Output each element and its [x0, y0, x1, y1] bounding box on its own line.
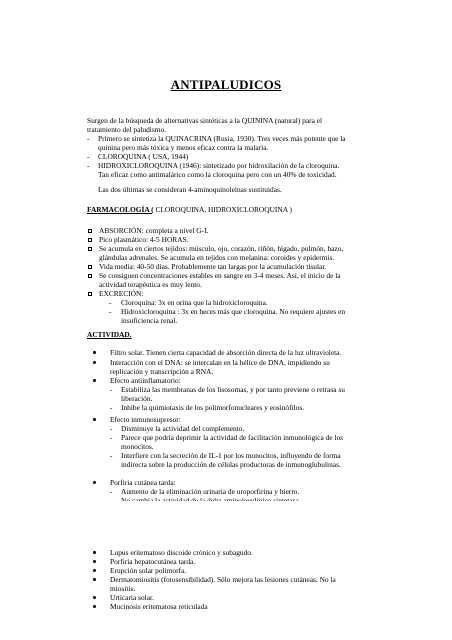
list-item: Porfiria cutánea tarda: — [110, 478, 176, 487]
checkbox-bullet-icon — [88, 274, 92, 278]
list-item: Porfiria hepatocutánea tarda. — [110, 557, 196, 566]
sub-item: Interfiere con la secreción de IL-1 por los monocitos, influyendo de forma — [121, 451, 341, 460]
dash-bullet: - — [110, 424, 113, 433]
section-heading-farmacologia: FARMACOLOGÍA ( CLOROQUINA, HIDROXICLOROQUINA ) — [87, 205, 292, 214]
checkbox-bullet-icon — [88, 229, 92, 233]
dash-bullet: - — [110, 433, 113, 442]
list-item: Pico plasmático: 4-5 HORAS. — [99, 235, 189, 244]
dash-bullet: - — [109, 298, 112, 307]
list-item: glándulas adrenales. Se acumula en tejidos con melanina: coroides y epidermis. — [99, 253, 335, 262]
bullet-dot-icon — [93, 351, 96, 354]
list-item: Vida media: 40-50 días. Probablemente tan largas por la acumulación tisular. — [99, 262, 327, 271]
list-item: EXCRECIÓN: — [99, 289, 144, 298]
intro-line: tratamiento del paludismo. — [87, 125, 167, 134]
dash-bullet: - — [110, 385, 113, 394]
intro-item-line: quinina pero más tóxica y menos eficaz contra la malaria. — [98, 143, 269, 152]
sub-item: Estabiliza las membranas de los lisosomas, y por tanto previene o retrasa su — [121, 385, 345, 394]
intro-item-line: Primero se sintetiza la QUINACRINA (Rusia, 1930). Tres veces más potente que la — [98, 134, 346, 143]
sub-item: Inhibe la quimiotaxis de los polimorfonucleares y eosinófilos. — [121, 403, 305, 412]
list-item: Se consiguen concentraciones estables en sangre en 3-4 meses. Así, el inicio de la — [99, 271, 341, 280]
list-item: miositis. — [110, 584, 136, 593]
dash-bullet: - — [87, 152, 90, 161]
intro-item-line: CLOROQUINA ( USA, 1944) — [98, 152, 189, 161]
dash-bullet: - — [110, 451, 113, 460]
section-heading-actividad: ACTIVIDAD. — [87, 330, 132, 339]
dash-bullet: - — [87, 134, 90, 143]
list-item: Filtro solar. Tienen cierta capacidad de absorción directa de la luz ultravioleta. — [110, 348, 342, 357]
bullet-dot-icon — [93, 605, 96, 608]
list-item: Mucinosis eritematosa reticulada — [110, 602, 208, 611]
sub-item: Aumento de la eliminación urinaria de uroporfirina y hierro. — [121, 487, 300, 496]
sub-item: Cloroquina: 3x en orina que la hidroxicloroquina. — [121, 298, 268, 307]
page-cut — [0, 501, 452, 545]
intro-line: Surgen de la búsqueda de alternativas sintéticas a la QUININA (natural) para el — [87, 116, 323, 125]
bullet-dot-icon — [93, 361, 96, 364]
intro-item-line: Tan eficaz como antimalárico como la cloroquina pero con un 40% de toxicidad. — [98, 170, 337, 179]
list-item: Interacción con el DNA: se intercalan en la hélice de DNA, impidiendo su — [110, 358, 330, 367]
sub-item: Parece que podría deprimir la actividad de facilitación inmunológica de los — [121, 433, 344, 442]
list-item: Dermatomiositis (fotosensibilidad). Sólo mejora las lesiones cutáneas. No la — [110, 575, 336, 584]
bullet-dot-icon — [93, 418, 96, 421]
checkbox-bullet-icon — [88, 238, 92, 242]
page-title: ANTIPALUDICOS — [170, 77, 282, 92]
checkbox-bullet-icon — [88, 292, 92, 296]
sub-item: Hidroxicloroquina : 3x en heces más que cloroquina. No requiere ajustes en — [121, 307, 346, 316]
sub-item: Disminuye la actividad del complemento. — [121, 424, 245, 433]
checkbox-bullet-icon — [88, 265, 92, 269]
bullet-dot-icon — [93, 578, 96, 581]
intro-note: Las dos últimas se consideran 4-aminoquinoleinas sustituidas. — [98, 185, 282, 194]
sub-item: insuficiencia renal. — [121, 316, 178, 325]
list-item: Se acumula en ciertos tejidos: músculo, ojo, corazón, riñón, hígado, pulmón, bazo, — [99, 244, 344, 253]
list-item: Erupción solar polimorfa. — [110, 566, 187, 575]
list-item: Urticaria solar. — [110, 593, 154, 602]
list-item: Efecto antiinflamatorio: — [110, 376, 181, 385]
bullet-dot-icon — [93, 596, 96, 599]
list-item: Lupus eritematoso discoide crónico y subagudo. — [110, 548, 253, 557]
bullet-dot-icon — [93, 379, 96, 382]
bullet-dot-icon — [93, 560, 96, 563]
list-item: Efecto inmunosupresor: — [110, 415, 181, 424]
bullet-dot-icon — [93, 551, 96, 554]
list-item: replicación y transcripción a RNA. — [110, 367, 214, 376]
bullet-dot-icon — [93, 569, 96, 572]
checkbox-bullet-icon — [88, 247, 92, 251]
dash-bullet: - — [110, 403, 113, 412]
list-item: actividad terapéutica es muy lento. — [99, 280, 202, 289]
sub-item: liberación. — [121, 394, 153, 403]
sub-item: indirecta sobre la producción de células productoras de inmunoglubulinas. — [121, 460, 341, 469]
list-item: ABSORCIÓN: completa a nivel G-I. — [99, 226, 209, 235]
dash-bullet: - — [109, 307, 112, 316]
dash-bullet: - — [110, 487, 113, 496]
intro-item-line: HIDROXICLOROQUINA (1946): sintetizado por hidroxilación de la cloroquina. — [98, 161, 340, 170]
sub-item: monocitos. — [121, 442, 154, 451]
bullet-dot-icon — [93, 481, 96, 484]
dash-bullet: - — [87, 161, 90, 170]
